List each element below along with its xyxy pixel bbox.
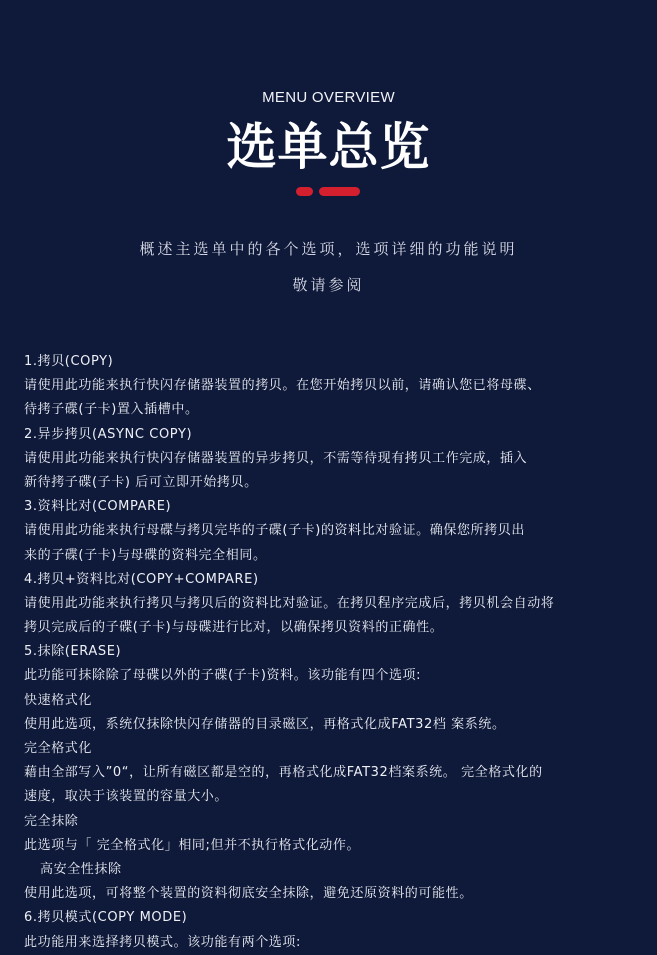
page-title: 选单总览 [226,118,431,176]
option-heading-full-format: 完全格式化 [24,741,93,756]
paragraph-line: 藉由全部写入”0“，让所有磁区都是空的，再格式化成FAT32档案系统。 完全格式化的 [24,765,543,781]
accent-bar-long [319,187,360,196]
section-heading-erase: 5.抹除(ERASE) [24,644,122,660]
accent-bar-short [296,187,313,196]
eyebrow-text: MENU OVERVIEW [262,89,395,106]
paragraph-line: 拷贝完成后的子碟(子卡)与母碟进行比对，以确保拷贝资料的正确性。 [24,620,444,636]
paragraph-line: 新待拷子碟(子卡) 后可立即开始拷贝。 [24,474,258,490]
section-heading-copy-compare: 4.拷贝+资料比对(COPY+COMPARE) [24,571,259,587]
paragraph-line: 请使用此功能来执行快闪存储器装置的异步拷贝，不需等待现有拷贝工作完成，插入 [24,450,528,466]
option-heading-secure-erase: 高安全性抹除 [40,861,122,877]
paragraph-line: 速度，取决于该装置的容量大小。 [24,789,229,805]
paragraph-line: 请使用此功能来执行快闪存储器装置的拷贝。在您开始拷贝以前，请确认您已将母碟、 [24,378,541,394]
paragraph-line: 请使用此功能来执行拷贝与拷贝后的资料比对验证。在拷贝程序完成后，拷贝机会自动将 [24,595,555,611]
paragraph-line: 使用此选项，系统仅抹除快闪存储器的目录磁区，再格式化成FAT32档 案系统。 [24,716,506,732]
menu-description [24,350,636,955]
section-heading-copy-mode: 6.拷贝模式(COPY MODE) [24,910,188,926]
section-heading-copy: 1.拷贝(COPY) [24,354,114,369]
paragraph-line: 此功能用来选择拷贝模式。该功能有两个选项: [24,934,301,950]
paragraph-line: 使用此选项，可将整个装置的资料彻底安全抹除，避免还原资料的可能性。 [24,886,473,902]
page-header [0,88,657,178]
paragraph-line: 待拷子碟(子卡)置入插槽中。 [24,402,199,418]
option-heading-quick-format: 快速格式化 [24,692,93,708]
section-heading-async-copy: 2.异步拷贝(ASYNC COPY) [24,426,193,442]
paragraph-line: 请使用此功能来执行母碟与拷贝完毕的子碟(子卡)的资料比对验证。确保您所拷贝出 [24,523,525,539]
section-heading-compare: 3.资料比对(COMPARE) [24,499,172,515]
paragraph-line: 来的子碟(子卡)与母碟的资料完全相同。 [24,547,267,563]
paragraph-line: 此功能可抹除除了母碟以外的子碟(子卡)资料。该功能有四个选项: [24,668,422,684]
paragraph-line: 此选项与「 完全格式化」相同;但并不执行格式化动作。 [24,837,361,853]
subtitle-line-2: 敬请参阅 [292,276,365,294]
subtitle-line-1: 概述主选单中的各个选项，选项详细的功能说明 [139,240,518,258]
option-heading-full-erase: 完全抹除 [24,813,79,829]
